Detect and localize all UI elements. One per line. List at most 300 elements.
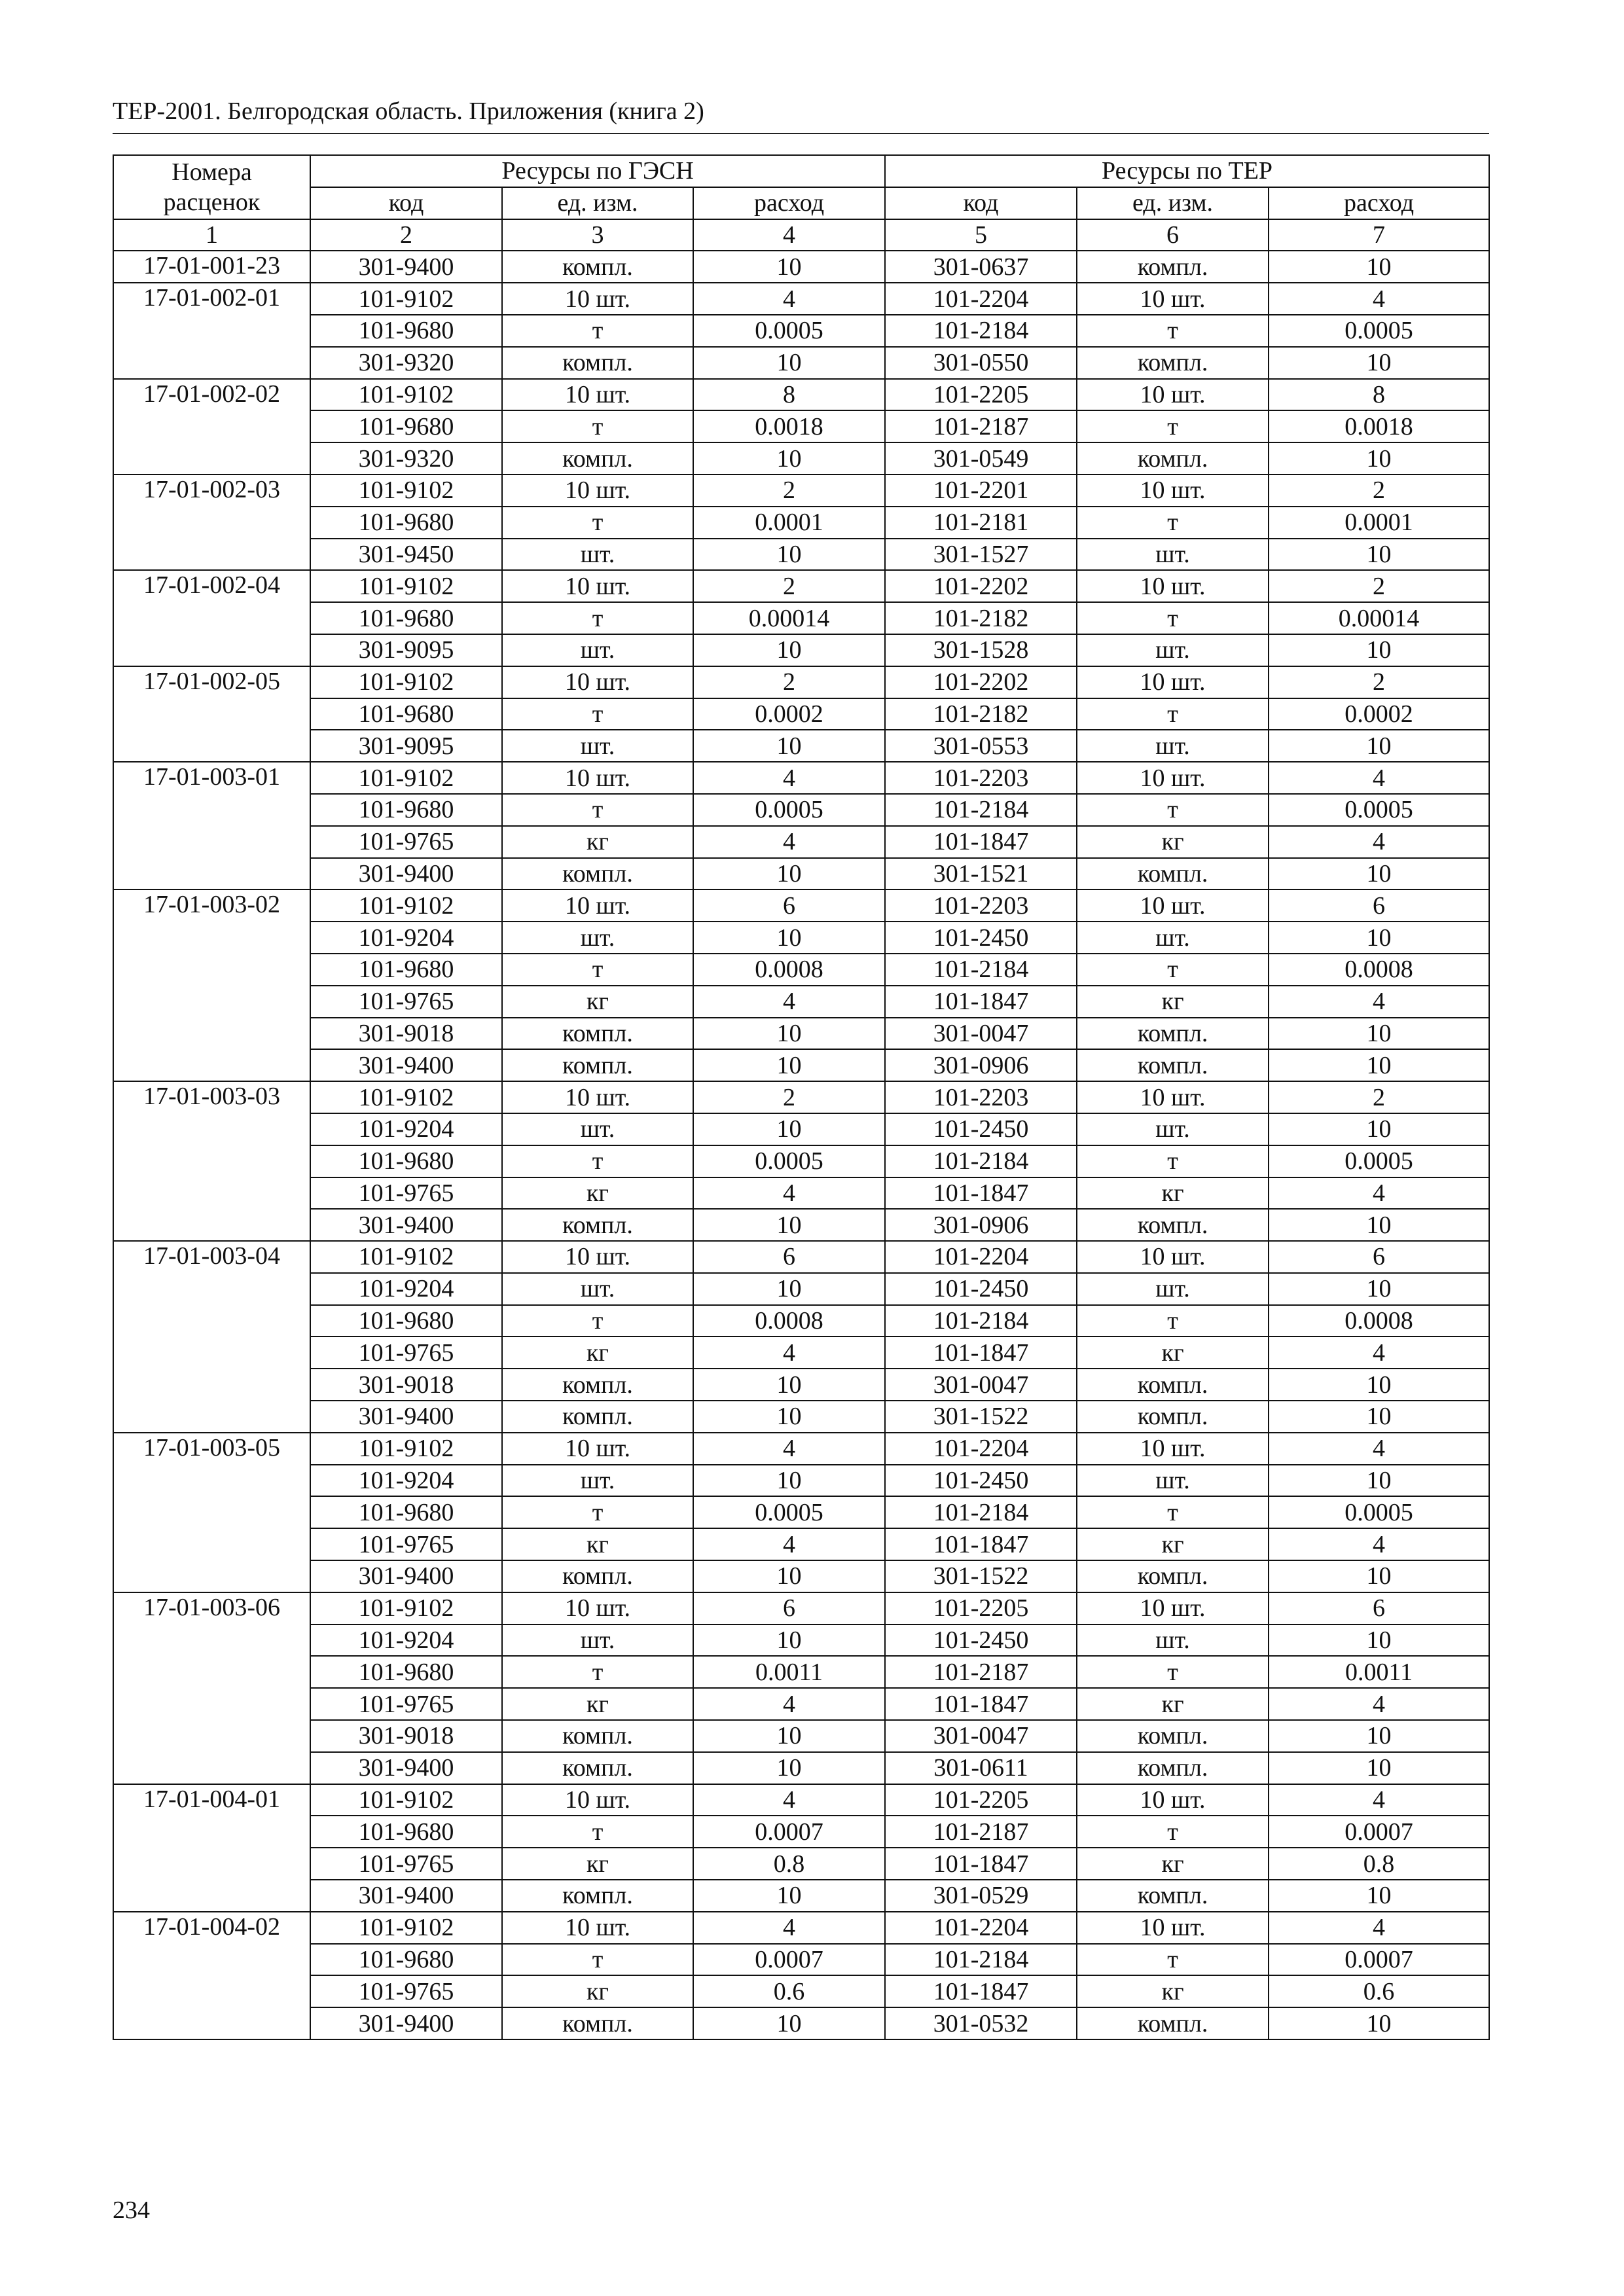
resource-cell: т xyxy=(502,602,693,634)
header-numbers-text: Номера расценок xyxy=(163,158,261,216)
table-row xyxy=(113,762,1489,794)
resource-cell: 101-2182 xyxy=(885,602,1077,634)
resource-cell: 4 xyxy=(1269,283,1489,315)
resource-cell: 10 xyxy=(1269,1369,1489,1401)
resource-cell: 10 xyxy=(1269,1560,1489,1592)
resource-cell: 101-1847 xyxy=(885,1336,1077,1369)
resource-cell: 301-0047 xyxy=(885,1720,1077,1752)
resource-cell: 0.00014 xyxy=(1269,602,1489,634)
table-row xyxy=(113,539,1489,571)
resource-cell: 10 xyxy=(693,1465,885,1497)
resource-cell: компл. xyxy=(502,1369,693,1401)
resource-cell: 301-9400 xyxy=(310,1560,502,1592)
resource-cell: 6 xyxy=(693,1241,885,1273)
table-row xyxy=(113,1305,1489,1337)
resource-cell: 10 шт. xyxy=(1077,570,1269,602)
resource-cell: 2 xyxy=(693,475,885,507)
resource-cell: 4 xyxy=(1269,1528,1489,1560)
table-row xyxy=(113,1912,1489,1944)
table-row xyxy=(113,1560,1489,1592)
resource-cell: 101-9102 xyxy=(310,379,502,411)
resource-cell: 101-2184 xyxy=(885,1944,1077,1976)
resource-cell: компл. xyxy=(1077,858,1269,890)
resource-cell: 101-2187 xyxy=(885,1656,1077,1688)
table-row xyxy=(113,1113,1489,1145)
resource-cell: 4 xyxy=(1269,986,1489,1018)
rate-number-cell: 17-01-002-05 xyxy=(113,666,310,762)
resource-cell: 101-9680 xyxy=(310,954,502,986)
resource-cell: 101-2450 xyxy=(885,922,1077,954)
resource-cell: 301-0047 xyxy=(885,1018,1077,1050)
resource-cell: 101-2450 xyxy=(885,1465,1077,1497)
resource-cell: 301-0637 xyxy=(885,251,1077,283)
resource-cell: 101-2203 xyxy=(885,889,1077,922)
table-row xyxy=(113,475,1489,507)
table-row xyxy=(113,1081,1489,1113)
resource-cell: т xyxy=(1077,602,1269,634)
resource-cell: компл. xyxy=(1077,1209,1269,1241)
resource-cell: шт. xyxy=(1077,1624,1269,1657)
resource-cell: кг xyxy=(502,1975,693,2007)
resource-cell: 10 шт. xyxy=(1077,889,1269,922)
resource-cell: 10 шт. xyxy=(502,570,693,602)
resource-cell: 101-2204 xyxy=(885,1912,1077,1944)
resource-cell: 101-9765 xyxy=(310,1848,502,1880)
resource-cell: 10 шт. xyxy=(502,1241,693,1273)
resource-cell: 10 шт. xyxy=(502,762,693,794)
table-row xyxy=(113,315,1489,347)
resource-cell: 101-9102 xyxy=(310,1592,502,1624)
resource-cell: 10 xyxy=(1269,1401,1489,1433)
resource-cell: 101-9102 xyxy=(310,666,502,698)
resource-cell: 4 xyxy=(693,762,885,794)
resource-cell: 301-9095 xyxy=(310,730,502,762)
resource-cell: 10 xyxy=(1269,1624,1489,1657)
resource-cell: 301-0553 xyxy=(885,730,1077,762)
resource-cell: кг xyxy=(502,1177,693,1210)
resource-cell: 301-0550 xyxy=(885,347,1077,379)
sub-header-cell: ед. изм. xyxy=(502,187,693,219)
resource-cell: 301-0532 xyxy=(885,2007,1077,2039)
table-row xyxy=(113,634,1489,666)
resource-cell: 301-9400 xyxy=(310,1401,502,1433)
resource-cell: компл. xyxy=(1077,1720,1269,1752)
rate-number-cell: 17-01-003-03 xyxy=(113,1081,310,1241)
resource-cell: 10 xyxy=(693,1560,885,1592)
resource-cell: 10 шт. xyxy=(1077,1081,1269,1113)
resource-cell: 0.0002 xyxy=(693,698,885,730)
resource-cell: 0.0005 xyxy=(693,794,885,826)
rate-number-cell: 17-01-003-05 xyxy=(113,1433,310,1592)
resource-cell: 10 xyxy=(1269,442,1489,475)
resource-cell: 301-9095 xyxy=(310,634,502,666)
table-row xyxy=(113,826,1489,858)
resource-cell: 10 шт. xyxy=(502,1784,693,1816)
resource-cell: 301-0906 xyxy=(885,1049,1077,1081)
resource-cell: 101-2184 xyxy=(885,954,1077,986)
resource-cell: компл. xyxy=(502,1560,693,1592)
resource-cell: 101-1847 xyxy=(885,1848,1077,1880)
resource-cell: шт. xyxy=(502,539,693,571)
resource-cell: 10 xyxy=(1269,1049,1489,1081)
resource-cell: 10 шт. xyxy=(502,1433,693,1465)
resource-cell: компл. xyxy=(502,2007,693,2039)
table-row xyxy=(113,1145,1489,1177)
resource-cell: компл. xyxy=(1077,1752,1269,1784)
table-row xyxy=(113,570,1489,602)
resource-cell: 10 шт. xyxy=(502,379,693,411)
resource-cell: 101-2181 xyxy=(885,507,1077,539)
table-row xyxy=(113,442,1489,475)
resource-cell: шт. xyxy=(1077,1465,1269,1497)
resource-cell: 10 xyxy=(693,1880,885,1912)
resource-cell: 10 шт. xyxy=(1077,379,1269,411)
resource-cell: 101-9680 xyxy=(310,1305,502,1337)
resource-cell: 101-2450 xyxy=(885,1273,1077,1305)
resource-cell: 101-9102 xyxy=(310,283,502,315)
resource-cell: 101-2184 xyxy=(885,1145,1077,1177)
resource-cell: компл. xyxy=(502,1401,693,1433)
resource-cell: 4 xyxy=(693,1784,885,1816)
resource-cell: 10 xyxy=(693,730,885,762)
resource-cell: т xyxy=(502,1944,693,1976)
table-row xyxy=(113,507,1489,539)
resource-cell: 101-2202 xyxy=(885,570,1077,602)
resource-cell: 101-2184 xyxy=(885,315,1077,347)
resource-cell: 0.0018 xyxy=(1269,410,1489,442)
resource-cell: 4 xyxy=(1269,1336,1489,1369)
resource-cell: шт. xyxy=(1077,539,1269,571)
resource-cell: 101-9204 xyxy=(310,922,502,954)
resource-cell: 101-9680 xyxy=(310,794,502,826)
resource-cell: компл. xyxy=(1077,347,1269,379)
resource-cell: 2 xyxy=(1269,1081,1489,1113)
resource-cell: 10 xyxy=(693,1752,885,1784)
resource-cell: 101-2204 xyxy=(885,283,1077,315)
resource-cell: 10 xyxy=(1269,2007,1489,2039)
resource-cell: 101-9204 xyxy=(310,1624,502,1657)
rate-number-cell: 17-01-004-02 xyxy=(113,1912,310,2039)
resource-cell: 10 xyxy=(1269,347,1489,379)
table-row xyxy=(113,730,1489,762)
running-header: ТЕР-2001. Белгородская область. Приложения (книга 2) xyxy=(113,98,704,125)
column-index-cell: 6 xyxy=(1077,219,1269,251)
resource-cell: 10 шт. xyxy=(1077,1592,1269,1624)
resource-cell: 10 xyxy=(693,1369,885,1401)
resource-cell: шт. xyxy=(502,1624,693,1657)
resource-cell: т xyxy=(1077,315,1269,347)
column-index-cell: 3 xyxy=(502,219,693,251)
table-row xyxy=(113,251,1489,283)
resource-cell: 4 xyxy=(1269,1688,1489,1720)
resource-cell: т xyxy=(1077,1944,1269,1976)
resource-cell: 10 xyxy=(1269,634,1489,666)
resource-cell: 6 xyxy=(1269,889,1489,922)
resource-cell: компл. xyxy=(502,347,693,379)
resource-cell: 101-9680 xyxy=(310,1145,502,1177)
table-row xyxy=(113,1433,1489,1465)
resource-cell: компл. xyxy=(502,858,693,890)
table-row xyxy=(113,1241,1489,1273)
resource-cell: 101-2187 xyxy=(885,410,1077,442)
resource-cell: 101-9765 xyxy=(310,826,502,858)
table-row xyxy=(113,1720,1489,1752)
resource-cell: 101-9765 xyxy=(310,1975,502,2007)
resource-cell: 101-9102 xyxy=(310,570,502,602)
resource-cell: 101-9102 xyxy=(310,889,502,922)
resource-cell: шт. xyxy=(502,1273,693,1305)
resource-cell: т xyxy=(1077,794,1269,826)
resource-cell: 10 xyxy=(1269,1209,1489,1241)
resource-cell: компл. xyxy=(1077,1049,1269,1081)
resource-cell: шт. xyxy=(502,634,693,666)
resource-cell: кг xyxy=(502,1688,693,1720)
resource-cell: 4 xyxy=(693,1912,885,1944)
resource-cell: 10 шт. xyxy=(502,283,693,315)
resource-cell: 301-9400 xyxy=(310,251,502,283)
resource-cell: 301-0611 xyxy=(885,1752,1077,1784)
resource-cell: 4 xyxy=(693,1177,885,1210)
resource-cell: 101-9680 xyxy=(310,1656,502,1688)
resource-cell: 10 шт. xyxy=(1077,762,1269,794)
resource-cell: 301-9450 xyxy=(310,539,502,571)
resource-cell: компл. xyxy=(502,1018,693,1050)
resource-cell: 10 xyxy=(1269,1720,1489,1752)
resource-cell: 101-9765 xyxy=(310,1528,502,1560)
resource-cell: 101-2184 xyxy=(885,1305,1077,1337)
resource-cell: 101-2182 xyxy=(885,698,1077,730)
header-group-gesn: Ресурсы по ГЭСН xyxy=(310,155,885,187)
resource-cell: т xyxy=(1077,507,1269,539)
resource-cell: 8 xyxy=(1269,379,1489,411)
resource-cell: т xyxy=(502,1496,693,1528)
resource-cell: 301-0529 xyxy=(885,1880,1077,1912)
resource-cell: 101-9765 xyxy=(310,1336,502,1369)
resource-cell: т xyxy=(1077,1656,1269,1688)
column-index-cell: 1 xyxy=(113,219,310,251)
resource-cell: 10 xyxy=(693,539,885,571)
resource-cell: 2 xyxy=(693,1081,885,1113)
resource-cell: кг xyxy=(1077,1528,1269,1560)
table-row xyxy=(113,1336,1489,1369)
resource-cell: компл. xyxy=(502,251,693,283)
resource-cell: компл. xyxy=(502,1880,693,1912)
resource-cell: шт. xyxy=(502,730,693,762)
resource-cell: 301-0549 xyxy=(885,442,1077,475)
resource-cell: 4 xyxy=(693,283,885,315)
resource-cell: 10 xyxy=(693,251,885,283)
resource-cell: компл. xyxy=(1077,1018,1269,1050)
resource-cell: 2 xyxy=(1269,475,1489,507)
table-row xyxy=(113,1496,1489,1528)
table-row xyxy=(113,1816,1489,1848)
resource-cell: 101-9765 xyxy=(310,1688,502,1720)
resource-cell: 10 xyxy=(1269,858,1489,890)
table-row xyxy=(113,379,1489,411)
resource-cell: 10 xyxy=(1269,1465,1489,1497)
resource-cell: 0.0011 xyxy=(693,1656,885,1688)
resource-cell: 4 xyxy=(1269,826,1489,858)
resource-cell: т xyxy=(1077,698,1269,730)
resource-cell: 0.0008 xyxy=(693,1305,885,1337)
resource-cell: т xyxy=(502,954,693,986)
table-row xyxy=(113,1369,1489,1401)
resource-cell: 101-2184 xyxy=(885,1496,1077,1528)
resource-cell: т xyxy=(502,315,693,347)
resource-cell: 101-2450 xyxy=(885,1624,1077,1657)
table-row xyxy=(113,1018,1489,1050)
resource-cell: компл. xyxy=(1077,442,1269,475)
resource-cell: 10 xyxy=(693,1049,885,1081)
resource-cell: шт. xyxy=(1077,922,1269,954)
resource-cell: 4 xyxy=(693,1688,885,1720)
resource-cell: т xyxy=(1077,1496,1269,1528)
resource-cell: т xyxy=(502,1656,693,1688)
rate-number-cell: 17-01-003-06 xyxy=(113,1592,310,1784)
table-row xyxy=(113,1975,1489,2007)
resource-cell: шт. xyxy=(1077,634,1269,666)
table-row xyxy=(113,1752,1489,1784)
column-index-cell: 5 xyxy=(885,219,1077,251)
sub-header-cell: ед. изм. xyxy=(1077,187,1269,219)
resource-cell: кг xyxy=(1077,1177,1269,1210)
resource-cell: кг xyxy=(1077,826,1269,858)
resource-cell: 10 xyxy=(1269,1113,1489,1145)
resource-cell: компл. xyxy=(502,442,693,475)
resource-cell: кг xyxy=(502,826,693,858)
sub-header-row xyxy=(113,187,1489,219)
resource-cell: 0.0011 xyxy=(1269,1656,1489,1688)
sub-header-cell: код xyxy=(310,187,502,219)
sub-header-cell: расход xyxy=(1269,187,1489,219)
rate-number-cell: 17-01-004-01 xyxy=(113,1784,310,1912)
resource-cell: т xyxy=(1077,954,1269,986)
resource-cell: 301-9400 xyxy=(310,1049,502,1081)
resource-cell: компл. xyxy=(1077,1560,1269,1592)
resource-cell: шт. xyxy=(502,1113,693,1145)
table-row xyxy=(113,283,1489,315)
resource-cell: компл. xyxy=(502,1209,693,1241)
resource-cell: 0.0001 xyxy=(693,507,885,539)
resource-cell: 0.0005 xyxy=(693,1145,885,1177)
resource-cell: 10 xyxy=(693,1209,885,1241)
resource-cell: 0.8 xyxy=(693,1848,885,1880)
resource-cell: 101-9102 xyxy=(310,1241,502,1273)
resource-cell: 6 xyxy=(1269,1592,1489,1624)
rate-number-cell: 17-01-002-03 xyxy=(113,475,310,570)
resource-cell: 4 xyxy=(693,986,885,1018)
rate-number-cell: 17-01-003-02 xyxy=(113,889,310,1081)
resource-cell: 301-1521 xyxy=(885,858,1077,890)
resource-cell: 10 xyxy=(1269,730,1489,762)
resource-cell: 101-2187 xyxy=(885,1816,1077,1848)
resource-cell: 0.6 xyxy=(693,1975,885,2007)
resource-cell: 0.0007 xyxy=(1269,1944,1489,1976)
resource-cell: 4 xyxy=(1269,1784,1489,1816)
resource-cell: компл. xyxy=(1077,1401,1269,1433)
resource-cell: 101-9765 xyxy=(310,1177,502,1210)
resource-cell: 10 шт. xyxy=(502,475,693,507)
resource-cell: 101-9680 xyxy=(310,507,502,539)
resource-cell: 4 xyxy=(1269,1433,1489,1465)
header-group-ter: Ресурсы по ТЕР xyxy=(885,155,1489,187)
resource-cell: 2 xyxy=(693,570,885,602)
index-row xyxy=(113,219,1489,251)
resource-cell: кг xyxy=(1077,1688,1269,1720)
resource-cell: кг xyxy=(502,1848,693,1880)
resource-cell: 0.0008 xyxy=(1269,1305,1489,1337)
resource-cell: 101-9680 xyxy=(310,1496,502,1528)
table-row xyxy=(113,794,1489,826)
sub-header-cell: код xyxy=(885,187,1077,219)
resource-cell: 6 xyxy=(1269,1241,1489,1273)
resource-cell: 2 xyxy=(1269,666,1489,698)
resource-cell: 101-9680 xyxy=(310,698,502,730)
resource-cell: 101-2203 xyxy=(885,762,1077,794)
sub-header-cell: расход xyxy=(693,187,885,219)
table-row xyxy=(113,889,1489,922)
page-number: 234 xyxy=(113,2197,150,2224)
table-row xyxy=(113,1049,1489,1081)
table-row xyxy=(113,954,1489,986)
table-row xyxy=(113,1209,1489,1241)
resource-cell: кг xyxy=(1077,1848,1269,1880)
resource-cell: шт. xyxy=(1077,730,1269,762)
resource-cell: шт. xyxy=(1077,1113,1269,1145)
resource-cell: 101-9102 xyxy=(310,475,502,507)
resource-cell: 0.0005 xyxy=(1269,1145,1489,1177)
resource-cell: 6 xyxy=(693,889,885,922)
resource-cell: 10 шт. xyxy=(1077,1784,1269,1816)
resource-cell: 101-2205 xyxy=(885,1592,1077,1624)
resource-cell: 10 шт. xyxy=(502,1592,693,1624)
resource-cell: т xyxy=(502,698,693,730)
resource-cell: 101-2201 xyxy=(885,475,1077,507)
resource-cell: 101-9680 xyxy=(310,1816,502,1848)
resource-cell: 0.0007 xyxy=(693,1816,885,1848)
resource-cell: 101-2450 xyxy=(885,1113,1077,1145)
rate-number-cell: 17-01-003-04 xyxy=(113,1241,310,1433)
resource-cell: 101-9680 xyxy=(310,315,502,347)
table-row xyxy=(113,1528,1489,1560)
resource-cell: 301-9400 xyxy=(310,1209,502,1241)
resource-cell: кг xyxy=(502,1528,693,1560)
resource-cell: шт. xyxy=(502,922,693,954)
resource-cell: компл. xyxy=(1077,1369,1269,1401)
resource-cell: 4 xyxy=(1269,1177,1489,1210)
resource-cell: 101-1847 xyxy=(885,1688,1077,1720)
resource-cell: 0.0001 xyxy=(1269,507,1489,539)
table-row xyxy=(113,1177,1489,1210)
rate-number-cell: 17-01-001-23 xyxy=(113,251,310,283)
resource-cell: 101-9765 xyxy=(310,986,502,1018)
table-row xyxy=(113,2007,1489,2039)
resource-cell: 301-9400 xyxy=(310,858,502,890)
resource-cell: кг xyxy=(1077,986,1269,1018)
resources-table xyxy=(113,154,1490,2040)
resource-cell: 0.0005 xyxy=(1269,315,1489,347)
resource-cell: 101-1847 xyxy=(885,826,1077,858)
resource-cell: 101-1847 xyxy=(885,1528,1077,1560)
resource-cell: 301-9400 xyxy=(310,2007,502,2039)
resource-cell: 301-9018 xyxy=(310,1018,502,1050)
resource-cell: 10 шт. xyxy=(1077,666,1269,698)
table-row xyxy=(113,922,1489,954)
resource-cell: компл. xyxy=(502,1720,693,1752)
table-row xyxy=(113,1624,1489,1657)
resource-cell: 101-2203 xyxy=(885,1081,1077,1113)
resource-cell: 10 xyxy=(693,1113,885,1145)
